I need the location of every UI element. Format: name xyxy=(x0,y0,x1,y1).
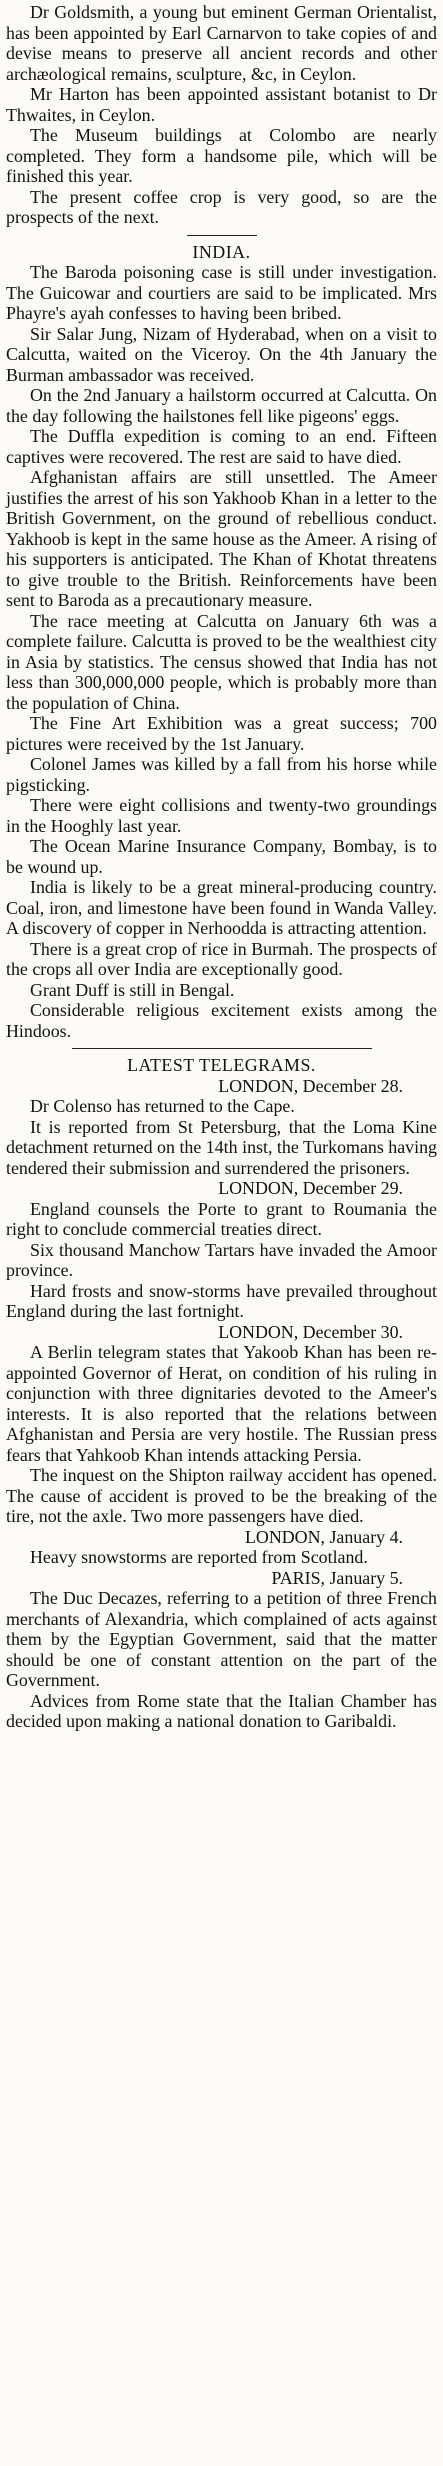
ceylon-section xyxy=(6,2,437,228)
article-paragraph: Colonel James was killed by a fall from his horse while pigsticking. xyxy=(6,754,437,795)
article-paragraph: There were eight collisions and twenty-two groundings in the Hooghly last year. xyxy=(6,795,437,836)
india-section xyxy=(6,242,437,1042)
article-paragraph: It is reported from St Petersburg, that the Loma Kine detachment returned on the 14th inst, the Turkomans having tendered their submission and surrendered the prisoners. xyxy=(6,1116,437,1178)
article-paragraph: England counsels the Porte to grant to Roumania the right to conclude commercial treaties direct. xyxy=(6,1198,437,1239)
article-paragraph: A Berlin telegram states that Yakoob Khan has been re-appointed Governor of Herat, on condition of his ruling in conjunction with three dignitaries devoted to the Ameer's interests. It is also reported that the relations between Afghanistan and Persia are very hostile. The Russian press fears that Yahkoob Khan intends attacking Persia. xyxy=(6,1342,437,1465)
article-paragraph: The Ocean Marine Insurance Company, Bombay, is to be wound up. xyxy=(6,836,437,877)
article-paragraph: Afghanistan affairs are still unsettled. The Ameer justifies the arrest of his son Yakhoob Khan in a letter to the British Government, on the ground of rebellious conduct. Yakhoob is kept in the same house as the Ameer. A rising of his supporters is anticipated. The Khan of Khotat threatens to give trouble to the British. Reinforcements have been sent to Baroda as a precautionary measure. xyxy=(6,467,437,610)
article-paragraph: Sir Salar Jung, Nizam of Hyderabad, when on a visit to Calcutta, waited on the Viceroy. On the 4th January the Burman ambassador was received. xyxy=(6,323,437,385)
article-paragraph: Dr Goldsmith, a young but eminent German Orientalist, has been appointed by Earl Carnarvon to take copies of and devise means to preserve all ancient records and other archæological remains, sculpture, &c, in Ceylon. xyxy=(6,2,437,84)
article-paragraph: Mr Harton has been appointed assistant botanist to Dr Thwaites, in Ceylon. xyxy=(6,84,437,125)
article-paragraph: The Duffla expedition is coming to an end. Fifteen captives were recovered. The rest are said to have died. xyxy=(6,426,437,467)
article-paragraph: Advices from Rome state that the Italian Chamber has decided upon making a national donation to Garibaldi. xyxy=(6,1690,437,1731)
dispatch xyxy=(6,1178,437,1322)
dateline: LONDON, January 4. xyxy=(244,1526,403,1547)
dispatch xyxy=(6,1527,437,1568)
article-paragraph: The Museum buildings at Colombo are nearly completed. They form a handsome pile, which will be finished this year. xyxy=(6,125,437,186)
section-heading: INDIA. xyxy=(192,241,251,262)
section-heading: LATEST TELEGRAMS. xyxy=(127,1055,316,1075)
article-paragraph: Grant Duff is still in Bengal. xyxy=(30,979,235,1000)
article-paragraph: Dr Colenso has returned to the Cape. xyxy=(30,1096,295,1116)
article-paragraph: The race meeting at Calcutta on January 6th was a complete failure. Calcutta is proved to be the wealthiest city in Asia by statistics. The census showed that India has not less than 300,000,000 people, which is probably more than the population of China. xyxy=(6,610,437,713)
article-paragraph: The inquest on the Shipton railway accident has opened. The cause of accident is proved to be the breaking of the tire, not the axle. Two more passengers have died. xyxy=(6,1465,437,1526)
dispatch xyxy=(6,1322,437,1527)
article-paragraph: Six thousand Manchow Tartars have invaded the Amoor province. xyxy=(6,1239,437,1280)
article-paragraph: Hard frosts and snow-storms have prevailed throughout England during the last fortnight. xyxy=(6,1280,437,1321)
article-paragraph: Heavy snowstorms are reported from Scotland. xyxy=(30,1547,368,1567)
dispatch xyxy=(6,1076,437,1179)
telegrams-section xyxy=(6,1055,437,1732)
dateline: LONDON, December 28. xyxy=(218,1075,403,1096)
dateline: PARIS, January 5. xyxy=(271,1567,403,1588)
article-paragraph: On the 2nd January a hailstorm occurred at Calcutta. On the day following the hailstones fell like pigeons' eggs. xyxy=(6,385,437,426)
dispatch xyxy=(6,1568,437,1732)
article-paragraph: The Duc Decazes, referring to a petition of three French merchants of Alexandria, which complained of acts against them by the Egyptian Government, said that the matter should be one of constant attention on the part of the Government. xyxy=(6,1588,437,1690)
section-divider xyxy=(187,235,257,236)
article-paragraph: Considerable religious excitement exists among the Hindoos. xyxy=(6,1000,437,1041)
article-paragraph: India is likely to be a great mineral-producing country. Coal, iron, and limestone have been found in Wanda Valley. A discovery of copper in Nerhoodda is attracting attention. xyxy=(6,877,437,938)
section-divider xyxy=(72,1048,372,1049)
dateline: LONDON, December 29. xyxy=(218,1178,403,1198)
dateline: LONDON, December 30. xyxy=(218,1321,403,1342)
article-paragraph: The Fine Art Exhibition was a great success; 700 pictures were received by the 1st January. xyxy=(6,713,437,754)
article-paragraph: There is a great crop of rice in Burmah. The prospects of the crops all over India are exceptionally good. xyxy=(6,938,437,979)
article-paragraph: The present coffee crop is very good, so are the prospects of the next. xyxy=(6,186,437,227)
article-paragraph: The Baroda poisoning case is still under investigation. The Guicowar and courtiers are said to be implicated. Mrs Phayre's ayah confesses to having been bribed. xyxy=(6,262,437,323)
